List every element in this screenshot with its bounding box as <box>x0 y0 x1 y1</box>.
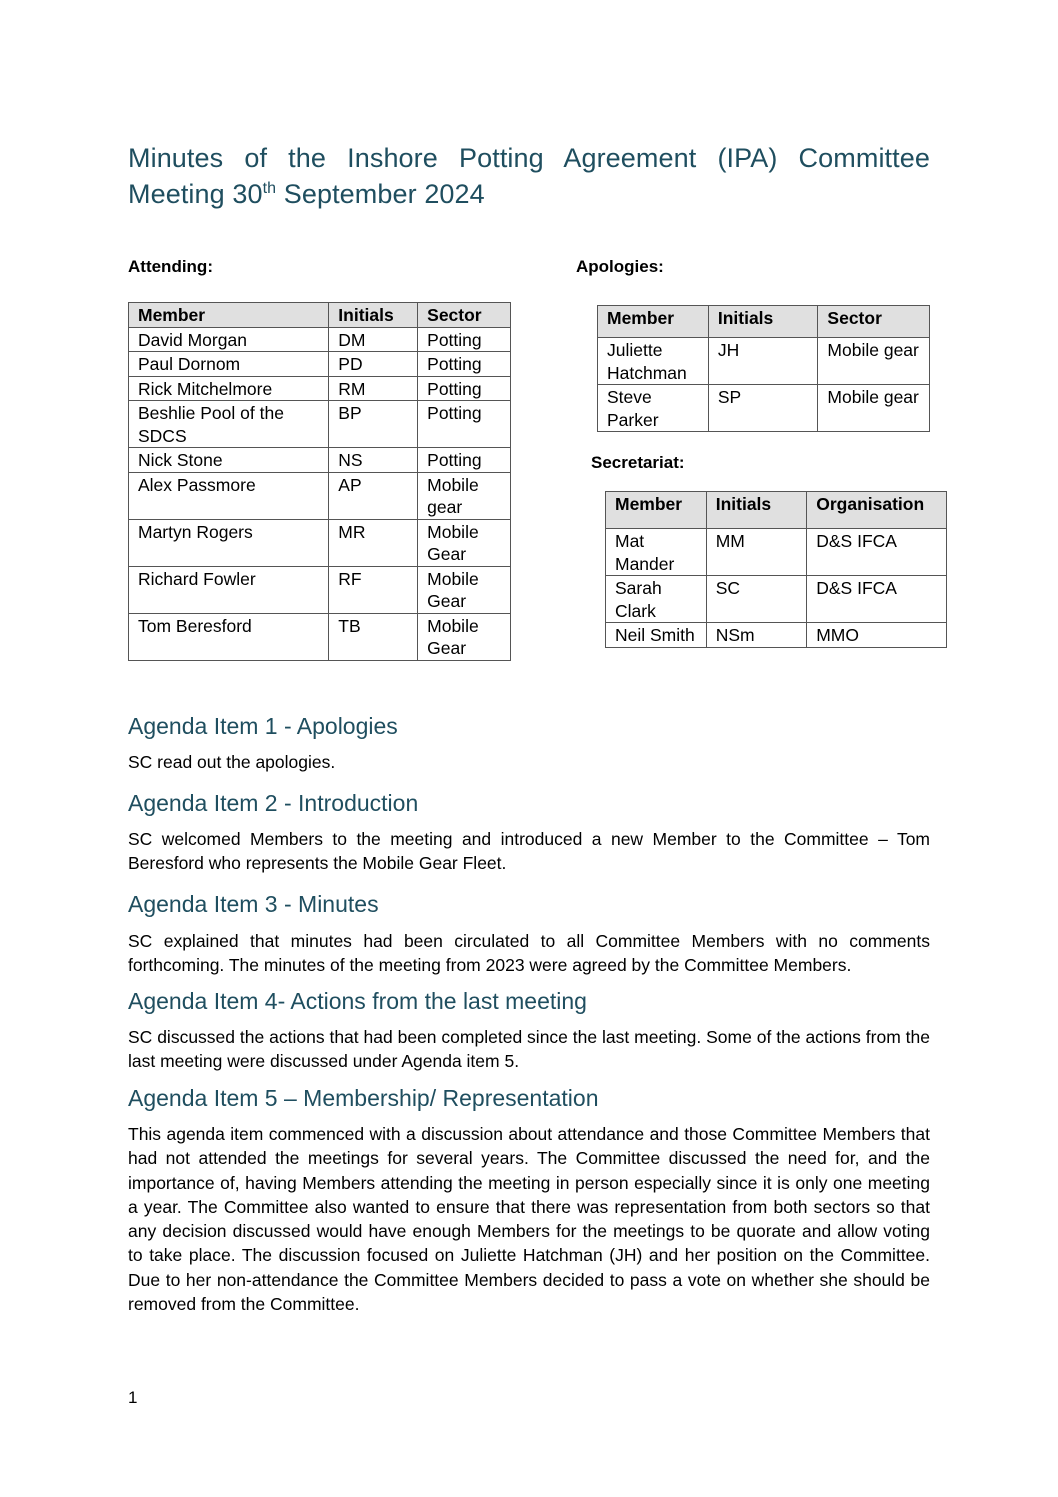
member-sector: Potting <box>418 401 511 448</box>
member-sector: Mobile gear <box>818 338 930 385</box>
member-name: Neil Smith <box>606 623 707 648</box>
agenda-item-3-heading: Agenda Item 3 - Minutes <box>128 891 379 917</box>
member-initials: AP <box>329 472 418 519</box>
agenda-item-5-heading: Agenda Item 5 – Membership/ Representation <box>128 1085 599 1111</box>
member-name: David Morgan <box>129 327 329 352</box>
table-row <box>129 613 511 660</box>
member-name: Juliette Hatchman <box>598 338 709 385</box>
member-initials: PD <box>329 352 418 377</box>
table-row <box>129 448 511 473</box>
member-initials: SC <box>706 576 807 623</box>
member-initials: RF <box>329 566 418 613</box>
member-organisation: MMO <box>807 623 947 648</box>
table-row <box>129 472 511 519</box>
page-title <box>128 140 930 212</box>
member-initials: DM <box>329 327 418 352</box>
agenda-item-4-heading: Agenda Item 4- Actions from the last meeting <box>128 988 587 1014</box>
attending-label: Attending: <box>128 257 213 276</box>
member-name: Richard Fowler <box>129 566 329 613</box>
member-initials: MM <box>706 529 807 576</box>
member-name: Sarah Clark <box>606 576 707 623</box>
member-name: Mat Mander <box>606 529 707 576</box>
table-row <box>129 519 511 566</box>
title-line-2 <box>128 179 485 209</box>
agenda-item-3-body: SC explained that minutes had been circulated to all Committee Members with no comments forthcoming. The minutes of the meeting from 2023 were agreed by the Committee Members. <box>128 931 930 976</box>
apologies-table <box>597 305 930 432</box>
member-initials: NSm <box>706 623 807 648</box>
member-sector: Potting <box>418 448 511 473</box>
member-sector: Potting <box>418 376 511 401</box>
secretariat-table <box>605 491 947 648</box>
member-name: Tom Beresford <box>129 613 329 660</box>
member-initials: SP <box>708 385 818 432</box>
member-sector: Potting <box>418 327 511 352</box>
agenda-item-1-body: SC read out the apologies. <box>128 752 336 772</box>
member-name: Steve Parker <box>598 385 709 432</box>
member-name: Paul Dornom <box>129 352 329 377</box>
agenda-item-1-heading: Agenda Item 1 - Apologies <box>128 713 398 739</box>
column-header: Member <box>598 306 709 338</box>
apologies-label: Apologies: <box>576 257 664 276</box>
member-organisation: D&S IFCA <box>807 529 947 576</box>
title-superscript: th <box>262 180 277 197</box>
title-line-2-start: Meeting 30 <box>128 179 263 209</box>
column-header: Member <box>129 303 329 328</box>
secretariat-label: Secretariat: <box>591 453 685 472</box>
column-header: Initials <box>708 306 818 338</box>
member-initials: NS <box>329 448 418 473</box>
member-initials: RM <box>329 376 418 401</box>
agenda-item-2-heading: Agenda Item 2 - Introduction <box>128 790 419 816</box>
column-header: Initials <box>329 303 418 328</box>
column-header: Sector <box>418 303 511 328</box>
member-initials: BP <box>329 401 418 448</box>
member-sector: Mobile gear <box>418 472 511 519</box>
agenda-item-5-body: This agenda item commenced with a discussion about attendance and those Committee Members that had not attended the meetings for several years. The Committee discussed the need for, and the importance of, having Members attending the meeting in person especially since it is only one meeting a year. The Committee also wanted to ensure that there was representation from both sectors so that any decision discussed would have enough Members for the meetings to be quorate and allow voting to take place. The discussion focused on Juliette Hatchman (JH) and her position on the Committee. Due to her non-attendance the Committee Members decided to pass a vote on whether she should be removed from the Committee. <box>128 1124 930 1315</box>
member-organisation: D&S IFCA <box>807 576 947 623</box>
table-row <box>606 576 947 623</box>
member-name: Martyn Rogers <box>129 519 329 566</box>
member-initials: TB <box>329 613 418 660</box>
member-sector: Mobile Gear <box>418 519 511 566</box>
table-header-row <box>598 306 930 338</box>
attending-table <box>128 302 511 661</box>
member-initials: JH <box>708 338 818 385</box>
page-number: 1 <box>128 1388 138 1407</box>
column-header: Organisation <box>807 492 947 529</box>
table-row <box>129 401 511 448</box>
table-row <box>598 338 930 385</box>
column-header: Sector <box>818 306 930 338</box>
table-row <box>129 352 511 377</box>
member-name: Rick Mitchelmore <box>129 376 329 401</box>
agenda-item-4-body: SC discussed the actions that had been completed since the last meeting. Some of the actions from the last meeting were discussed under Agenda item 5. <box>128 1027 930 1072</box>
member-sector: Mobile gear <box>818 385 930 432</box>
member-sector: Potting <box>418 352 511 377</box>
member-initials: MR <box>329 519 418 566</box>
table-row <box>129 327 511 352</box>
column-header: Member <box>606 492 707 529</box>
table-header-row <box>129 303 511 328</box>
member-name: Beshlie Pool of the SDCS <box>129 401 329 448</box>
table-row <box>606 529 947 576</box>
member-sector: Mobile Gear <box>418 613 511 660</box>
table-row <box>598 385 930 432</box>
member-sector: Mobile Gear <box>418 566 511 613</box>
table-row <box>129 376 511 401</box>
title-line-2-end: September 2024 <box>276 179 485 209</box>
table-row <box>606 623 947 648</box>
member-name: Nick Stone <box>129 448 329 473</box>
title-line-1: Minutes of the Inshore Potting Agreement (IPA) Committee <box>128 143 930 173</box>
column-header: Initials <box>706 492 807 529</box>
table-header-row <box>606 492 947 529</box>
member-name: Alex Passmore <box>129 472 329 519</box>
agenda-item-2-body: SC welcomed Members to the meeting and introduced a new Member to the Committee – Tom Beresford who represents the Mobile Gear Fleet. <box>128 829 930 874</box>
table-row <box>129 566 511 613</box>
